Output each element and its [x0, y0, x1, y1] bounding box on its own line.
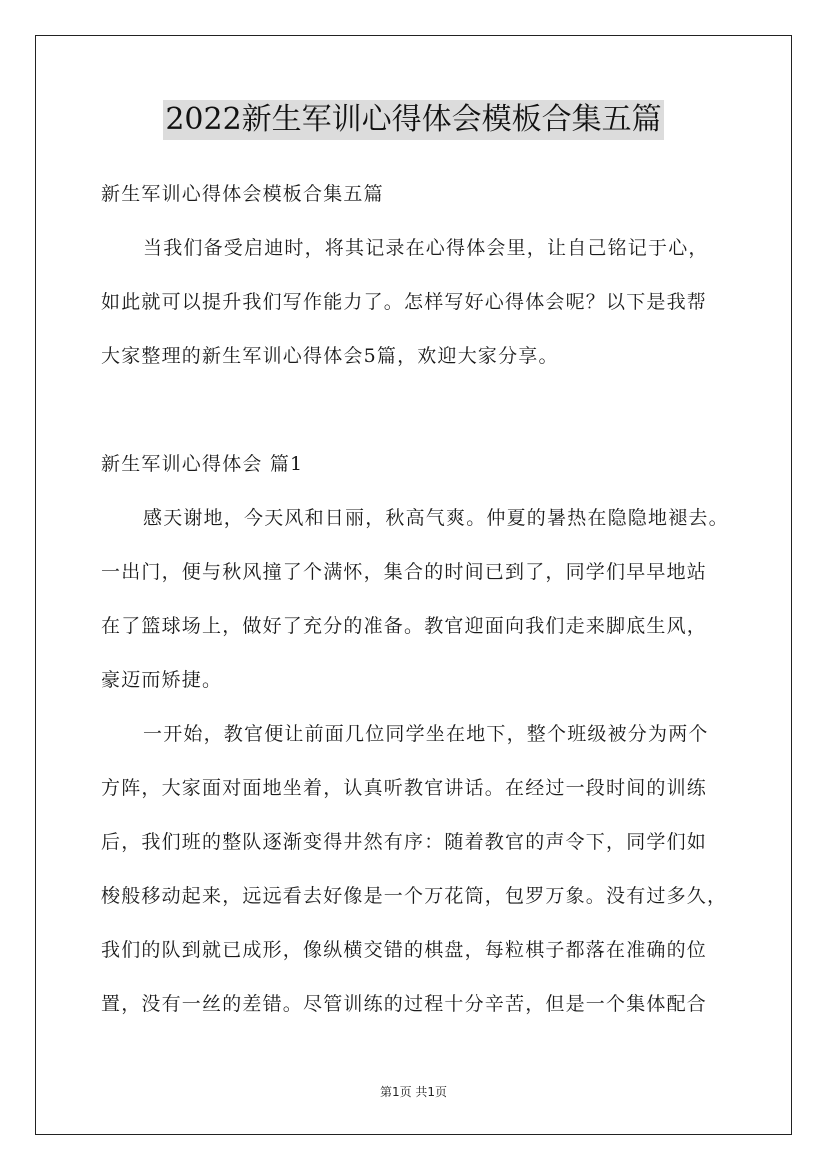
intro-line-2: 如此就可以提升我们写作能力了。怎样写好心得体会呢？以下是我帮	[101, 291, 708, 313]
document-title: 2022新生军训心得体会模板合集五篇	[163, 100, 663, 140]
paragraph-2-line-1: 一开始，教官便让前面几位同学坐在地下，整个班级被分为两个	[143, 723, 709, 745]
paragraph-2-line-3: 后，我们班的整队逐渐变得井然有序：随着教官的声令下，同学们如	[101, 831, 708, 853]
paragraph-1-line-3: 在了篮球场上，做好了充分的准备。教官迎面向我们走来脚底生风，	[101, 615, 708, 637]
paragraph-1-line-1: 感天谢地，今天风和日丽，秋高气爽。仲夏的暑热在隐隐地褪去。	[143, 507, 729, 529]
page-number-footer: 第1页 共1页	[379, 1085, 448, 1099]
paragraph-2-line-6: 置，没有一丝的差错。尽管训练的过程十分辛苦，但是一个集体配合	[101, 993, 708, 1015]
paragraph-2-line-2: 方阵，大家面对面地坐着，认真听教官讲话。在经过一段时间的训练	[101, 777, 708, 799]
paragraph-1-line-2: 一出门，便与秋风撞了个满怀，集合的时间已到了，同学们早早地站	[101, 561, 708, 583]
paragraph-2-line-5: 我们的队到就已成形，像纵横交错的棋盘，每粒棋子都落在准确的位	[101, 939, 708, 961]
paragraph-1-line-4: 豪迈而矫捷。	[101, 669, 223, 691]
title-container	[0, 100, 827, 140]
paragraph-2-line-4: 梭般移动起来，远远看去好像是一个万花筒，包罗万象。没有过多久，	[101, 885, 728, 907]
intro-line-1: 当我们备受启迪时，将其记录在心得体会里，让自己铭记于心，	[143, 237, 709, 259]
intro-line-3: 大家整理的新生军训心得体会5篇，欢迎大家分享。	[101, 345, 559, 367]
subtitle-line: 新生军训心得体会模板合集五篇	[101, 183, 384, 205]
section-heading: 新生军训心得体会 篇1	[101, 453, 304, 475]
